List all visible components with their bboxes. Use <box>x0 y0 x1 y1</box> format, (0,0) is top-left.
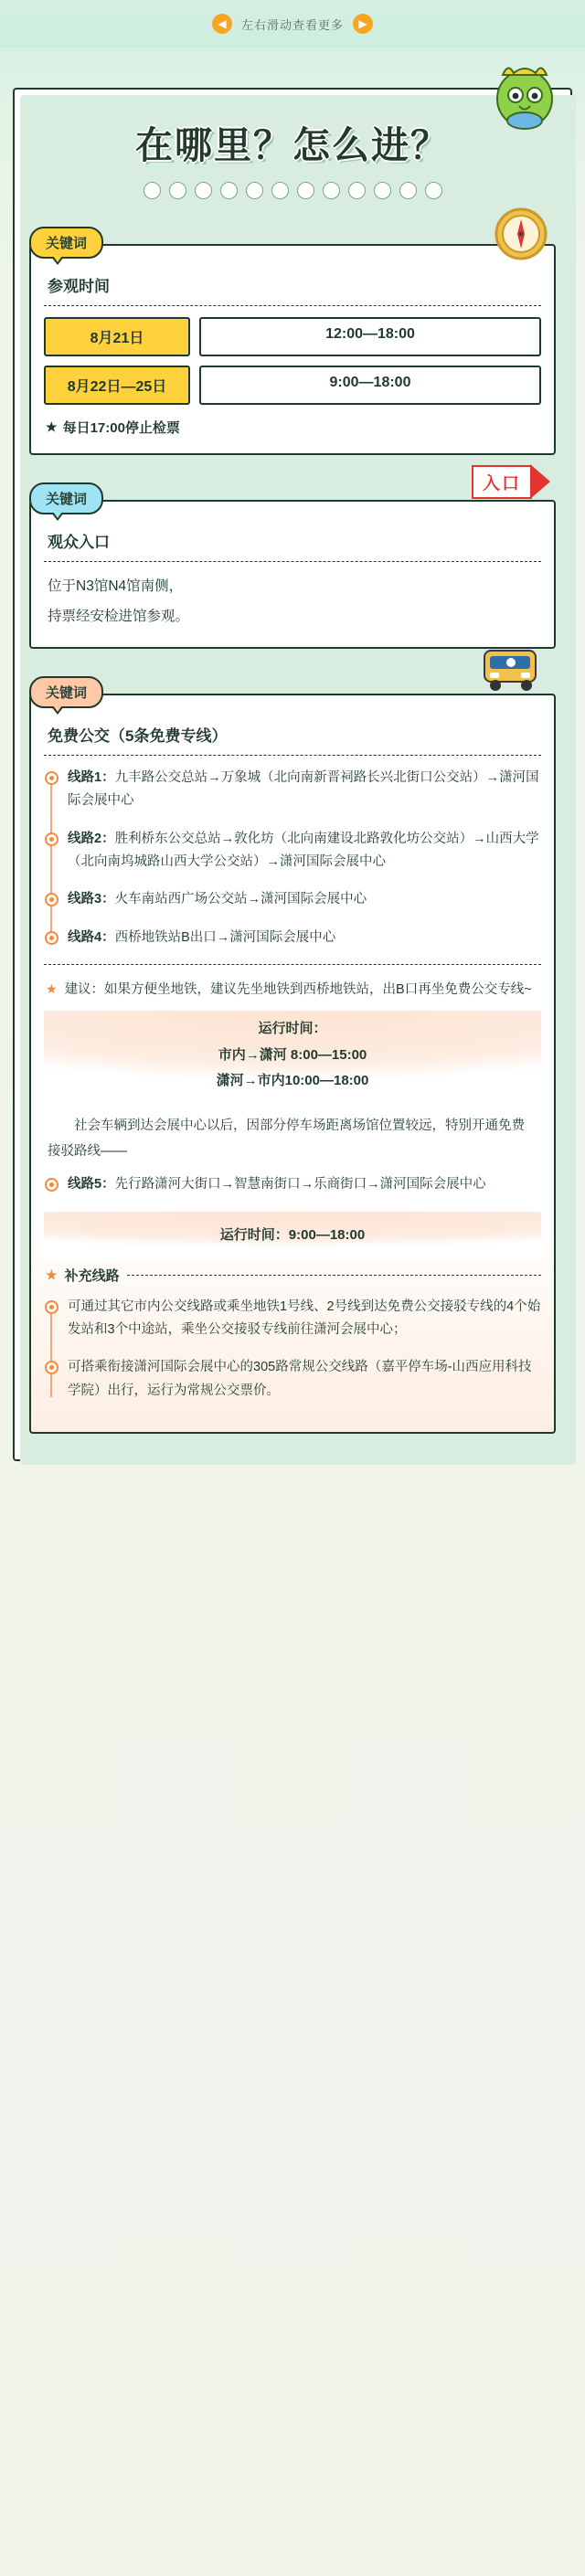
free-bus-body <box>29 694 556 1434</box>
visit-time-note-text: 每日17:00停止检票 <box>62 420 180 436</box>
circle-icon <box>144 182 161 199</box>
extra-route-list <box>44 1296 541 1404</box>
extra-routes-title: 补充线路 <box>64 1267 120 1284</box>
bus-icon <box>481 645 539 694</box>
table-row <box>44 366 541 405</box>
entrance-text-line-1: 位于N3馆N4馆南侧， <box>48 578 184 594</box>
star-icon: ★ <box>46 419 58 434</box>
swipe-hint-bar <box>0 0 585 48</box>
circle-icon <box>425 182 442 199</box>
compass-icon <box>494 207 548 261</box>
extra-route-text: 可搭乘衔接潇河国际会展中心的305路常规公交线路（嘉平停车场-山西应用科技学院）出行，运行为常规公交票价。 <box>68 1360 532 1398</box>
runtime-block <box>44 1011 541 1104</box>
visit-date-cell: 8月21日 <box>44 317 190 356</box>
bullet-icon <box>45 771 58 785</box>
bullet-icon <box>45 832 58 846</box>
circle-icon <box>220 182 238 199</box>
route-desc: 胜利桥东公交总站→敦化坊（北向南建设北路敦化坊公交站）→山西大学（北向南坞城路山西大学公交站）→潇河国际会展中心 <box>68 831 539 869</box>
route-name: 线路4： <box>68 929 115 945</box>
page-title: 在哪里？怎么进？ <box>135 123 450 167</box>
advice-text: 建议：如果方便坐地铁，建议先坐地铁到西桥地铁站，出B口再坐免费公交专线~ <box>64 982 532 998</box>
visit-time-note <box>46 418 541 437</box>
route-desc: 火车南站西广场公交站→潇河国际会展中心 <box>114 892 367 907</box>
section-entrance <box>29 473 556 649</box>
entrance-badge-label: 入口 <box>472 465 532 499</box>
list-item <box>44 1356 541 1403</box>
extra-route-text: 可通过其它市内公交线路或乘坐地铁1号线、2号线到达免费公交接驳专线的4个始发站和3个中途站，乘坐公交接驳专线前往潇河会展中心； <box>68 1299 541 1337</box>
bullet-icon <box>45 1361 58 1374</box>
shuttle-paragraph: 社会车辆到达会展中心以后，因部分停车场距离场馆位置较远，特别开通免费接驳路线—— <box>48 1118 525 1159</box>
circle-icon <box>399 182 417 199</box>
runtime-line-2: 潇河→市内10:00—18:00 <box>216 1073 369 1089</box>
arrow-right-icon <box>530 464 550 499</box>
route-desc: 先行路潇河大街口→智慧南街口→乐商街口→潇河国际会展中心 <box>114 1177 486 1193</box>
circle-icon <box>297 182 314 199</box>
list-item <box>44 828 541 875</box>
list-item <box>44 927 541 949</box>
free-bus-title: 免费公交（5条免费专线） <box>48 726 228 745</box>
list-item <box>44 888 541 911</box>
bullet-icon <box>45 1178 58 1192</box>
route-list <box>44 767 541 949</box>
headline-wrap <box>29 115 556 169</box>
route-name: 线路2： <box>68 831 115 846</box>
divider <box>44 305 541 306</box>
route5-list <box>44 1173 541 1196</box>
content-card <box>13 88 572 1461</box>
route5-runtime-block <box>44 1212 541 1260</box>
arrow-left-icon[interactable]: ◀ <box>212 14 232 34</box>
star-icon: ★ <box>46 1267 58 1282</box>
circle-icon <box>348 182 366 199</box>
runtime-lines <box>44 1011 541 1104</box>
section-visit-time <box>29 227 556 455</box>
keyword-badge-free-bus: 关键词 <box>29 676 103 708</box>
list-item <box>44 1296 541 1342</box>
star-icon: ★ <box>46 981 58 997</box>
keyword-badge-visit-time: 关键词 <box>29 227 103 259</box>
bullet-icon <box>45 1300 58 1314</box>
keyword-badge-entrance: 关键词 <box>29 482 103 514</box>
extra-routes-heading <box>46 1266 541 1285</box>
entrance-title: 观众入口 <box>48 534 110 551</box>
divider <box>44 755 541 756</box>
bullet-icon <box>45 893 58 906</box>
advice-block <box>46 978 541 1002</box>
circle-icon <box>374 182 391 199</box>
route-desc: 西桥地铁站B出口→潇河国际会展中心 <box>114 929 336 945</box>
list-item <box>44 767 541 813</box>
bullet-icon <box>45 931 58 945</box>
circle-icon <box>271 182 289 199</box>
circle-icon <box>246 182 263 199</box>
route5-runtime: 运行时间：9:00—18:00 <box>219 1226 366 1243</box>
entrance-body <box>29 500 556 649</box>
table-row <box>44 317 541 356</box>
arrow-right-icon[interactable]: ▶ <box>353 14 373 34</box>
entrance-text-line-2: 持票经安检进馆参观。 <box>48 609 190 625</box>
circle-icon <box>169 182 186 199</box>
visit-date-cell: 8月22日—25日 <box>44 366 190 405</box>
route-name: 线路3： <box>68 892 115 907</box>
route-name: 线路1： <box>68 769 115 785</box>
entrance-arrow-badge <box>472 464 550 499</box>
section-free-bus <box>29 676 556 1434</box>
visit-time-cell: 9:00—18:00 <box>199 366 541 405</box>
decorative-dot-row <box>29 182 556 199</box>
swipe-hint-text: 左右滑动查看更多 <box>240 17 344 32</box>
circle-icon <box>195 182 212 199</box>
mascot-icon <box>486 51 563 132</box>
runtime-title: 运行时间： <box>258 1021 327 1037</box>
visit-time-cell: 12:00—18:00 <box>199 317 541 356</box>
divider <box>44 561 541 562</box>
list-item <box>44 1173 541 1196</box>
visit-time-title: 参观时间 <box>48 278 110 295</box>
route-desc: 九丰路公交总站→万象城（北向南新晋祠路长兴北街口公交站）→潇河国际会展中心 <box>68 769 539 809</box>
visit-time-body <box>29 244 556 455</box>
runtime-line-1: 市内→潇河 8:00—15:00 <box>218 1046 367 1063</box>
route-name: 线路5： <box>68 1177 115 1193</box>
divider <box>44 964 541 965</box>
circle-icon <box>323 182 340 199</box>
divider <box>127 1275 541 1276</box>
